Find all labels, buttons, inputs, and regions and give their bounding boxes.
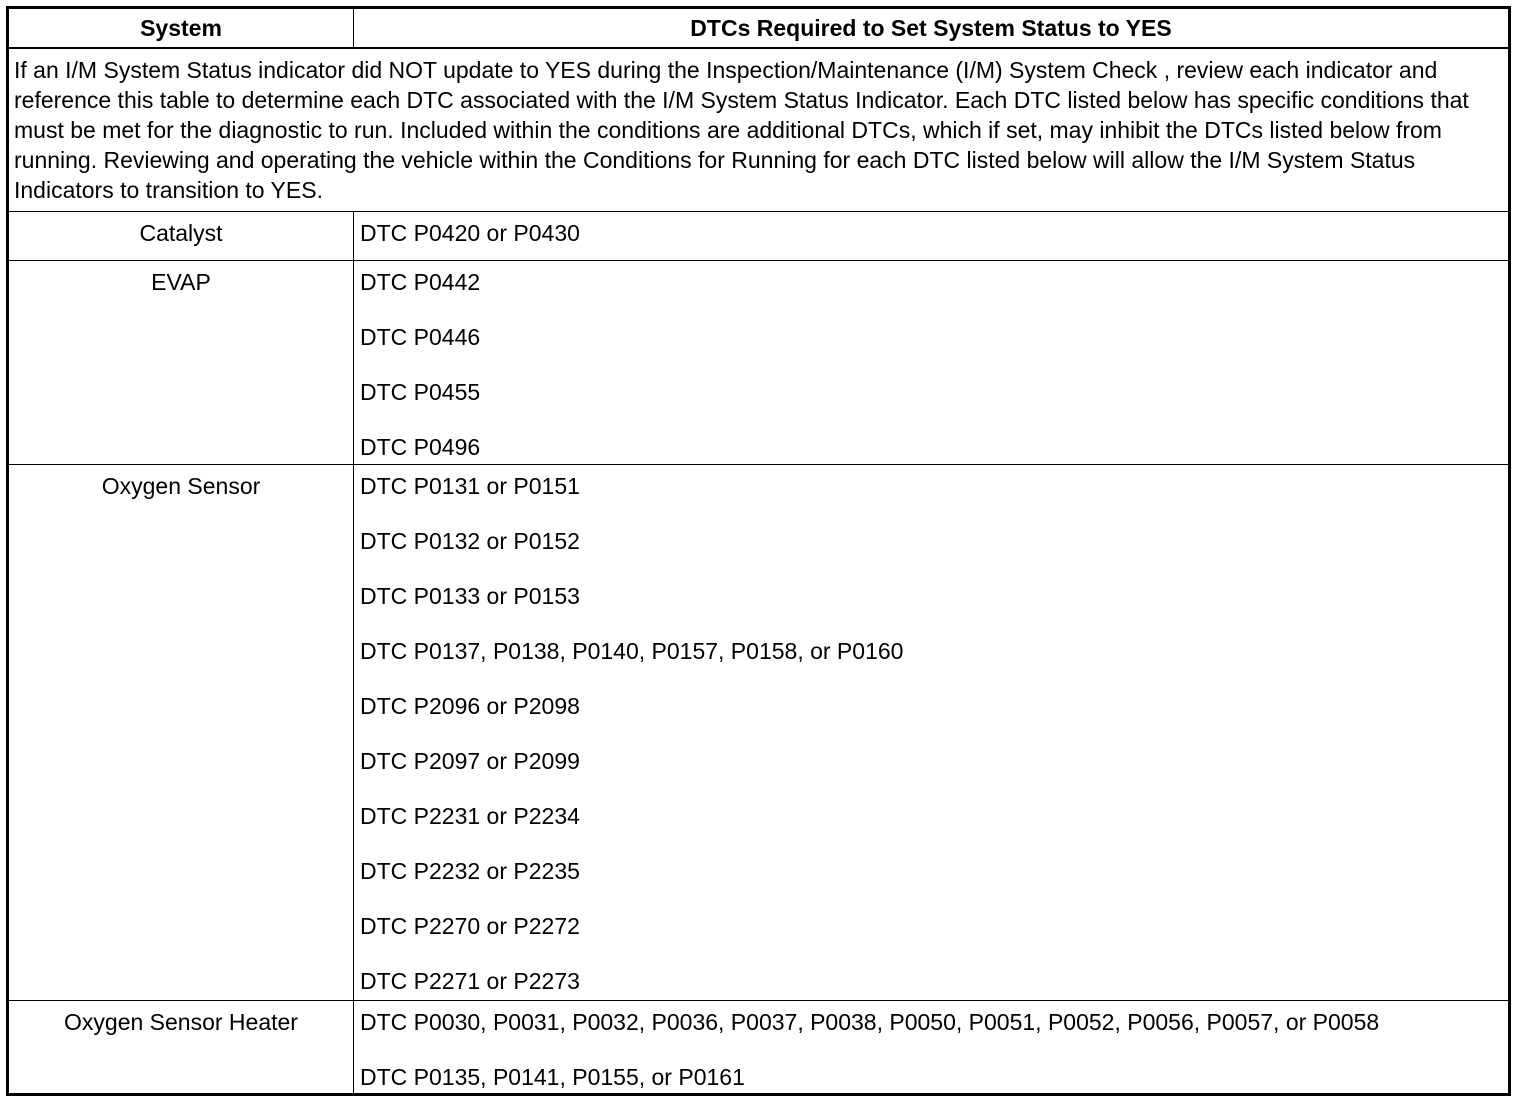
dtcs-column-header: DTCs Required to Set System Status to YES — [354, 8, 1510, 49]
system-name: Oxygen Sensor — [8, 464, 354, 1001]
dtc-item: DTC P0455 — [360, 379, 481, 405]
intro-row — [8, 48, 1510, 212]
system-name: EVAP — [8, 261, 354, 465]
dtc-list — [354, 212, 1510, 261]
table-header-row — [8, 8, 1510, 49]
dtc-list — [354, 261, 1510, 465]
system-name: Oxygen Sensor Heater — [8, 1001, 354, 1095]
dtc-item: DTC P0137, P0138, P0140, P0157, P0158, or P0160 — [360, 637, 904, 664]
system-column-header: System — [8, 8, 354, 49]
dtc-item: DTC P0135, P0141, P0155, or P0161 — [360, 1064, 745, 1091]
dtc-item: DTC P0030, P0031, P0032, P0036, P0037, P0038, P0050, P0051, P0052, P0056, P0057, or P0058 — [360, 1009, 1380, 1036]
dtc-item: DTC P2231 or P2234 — [360, 802, 580, 829]
table-row — [8, 212, 1510, 261]
table-row — [8, 464, 1510, 1001]
dtc-item: DTC P2096 or P2098 — [360, 692, 580, 719]
dtc-item: DTC P0446 — [360, 324, 481, 350]
dtc-item: DTC P0496 — [360, 434, 481, 460]
dtc-item: DTC P2232 or P2235 — [360, 857, 580, 884]
dtc-item: DTC P2270 or P2272 — [360, 912, 580, 939]
dtc-list — [354, 1001, 1510, 1095]
dtc-item: DTC P0131 or P0151 — [360, 472, 580, 499]
dtc-item: DTC P2097 or P2099 — [360, 747, 580, 774]
system-name: Catalyst — [8, 212, 354, 261]
table-row — [8, 261, 1510, 465]
dtc-list — [354, 464, 1510, 1001]
dtc-item: DTC P0132 or P0152 — [360, 527, 580, 554]
dtc-item: DTC P2271 or P2273 — [360, 967, 580, 994]
dtc-system-status-table — [6, 6, 1511, 1096]
intro-text: If an I/M System Status indicator did NOT update to YES during the Inspection/Maintenance (I/M) System Check , review each indicator and reference this table to determine each DTC associated with the I/M System Status Indicator. Each DTC listed below has specific conditions that must be met for the diagnostic to run. Included within the conditions are additional DTCs, which if set, may inhibit the DTCs listed below from running. Reviewing and operating the vehicle within the Conditions for Running for each DTC listed below will allow the I/M System Status Indicators to transition to YES. — [8, 48, 1510, 212]
dtc-item: DTC P0133 or P0153 — [360, 582, 580, 609]
dtc-item: DTC P0442 — [360, 269, 481, 295]
table-row — [8, 1001, 1510, 1095]
dtc-item: DTC P0420 or P0430 — [360, 220, 580, 246]
